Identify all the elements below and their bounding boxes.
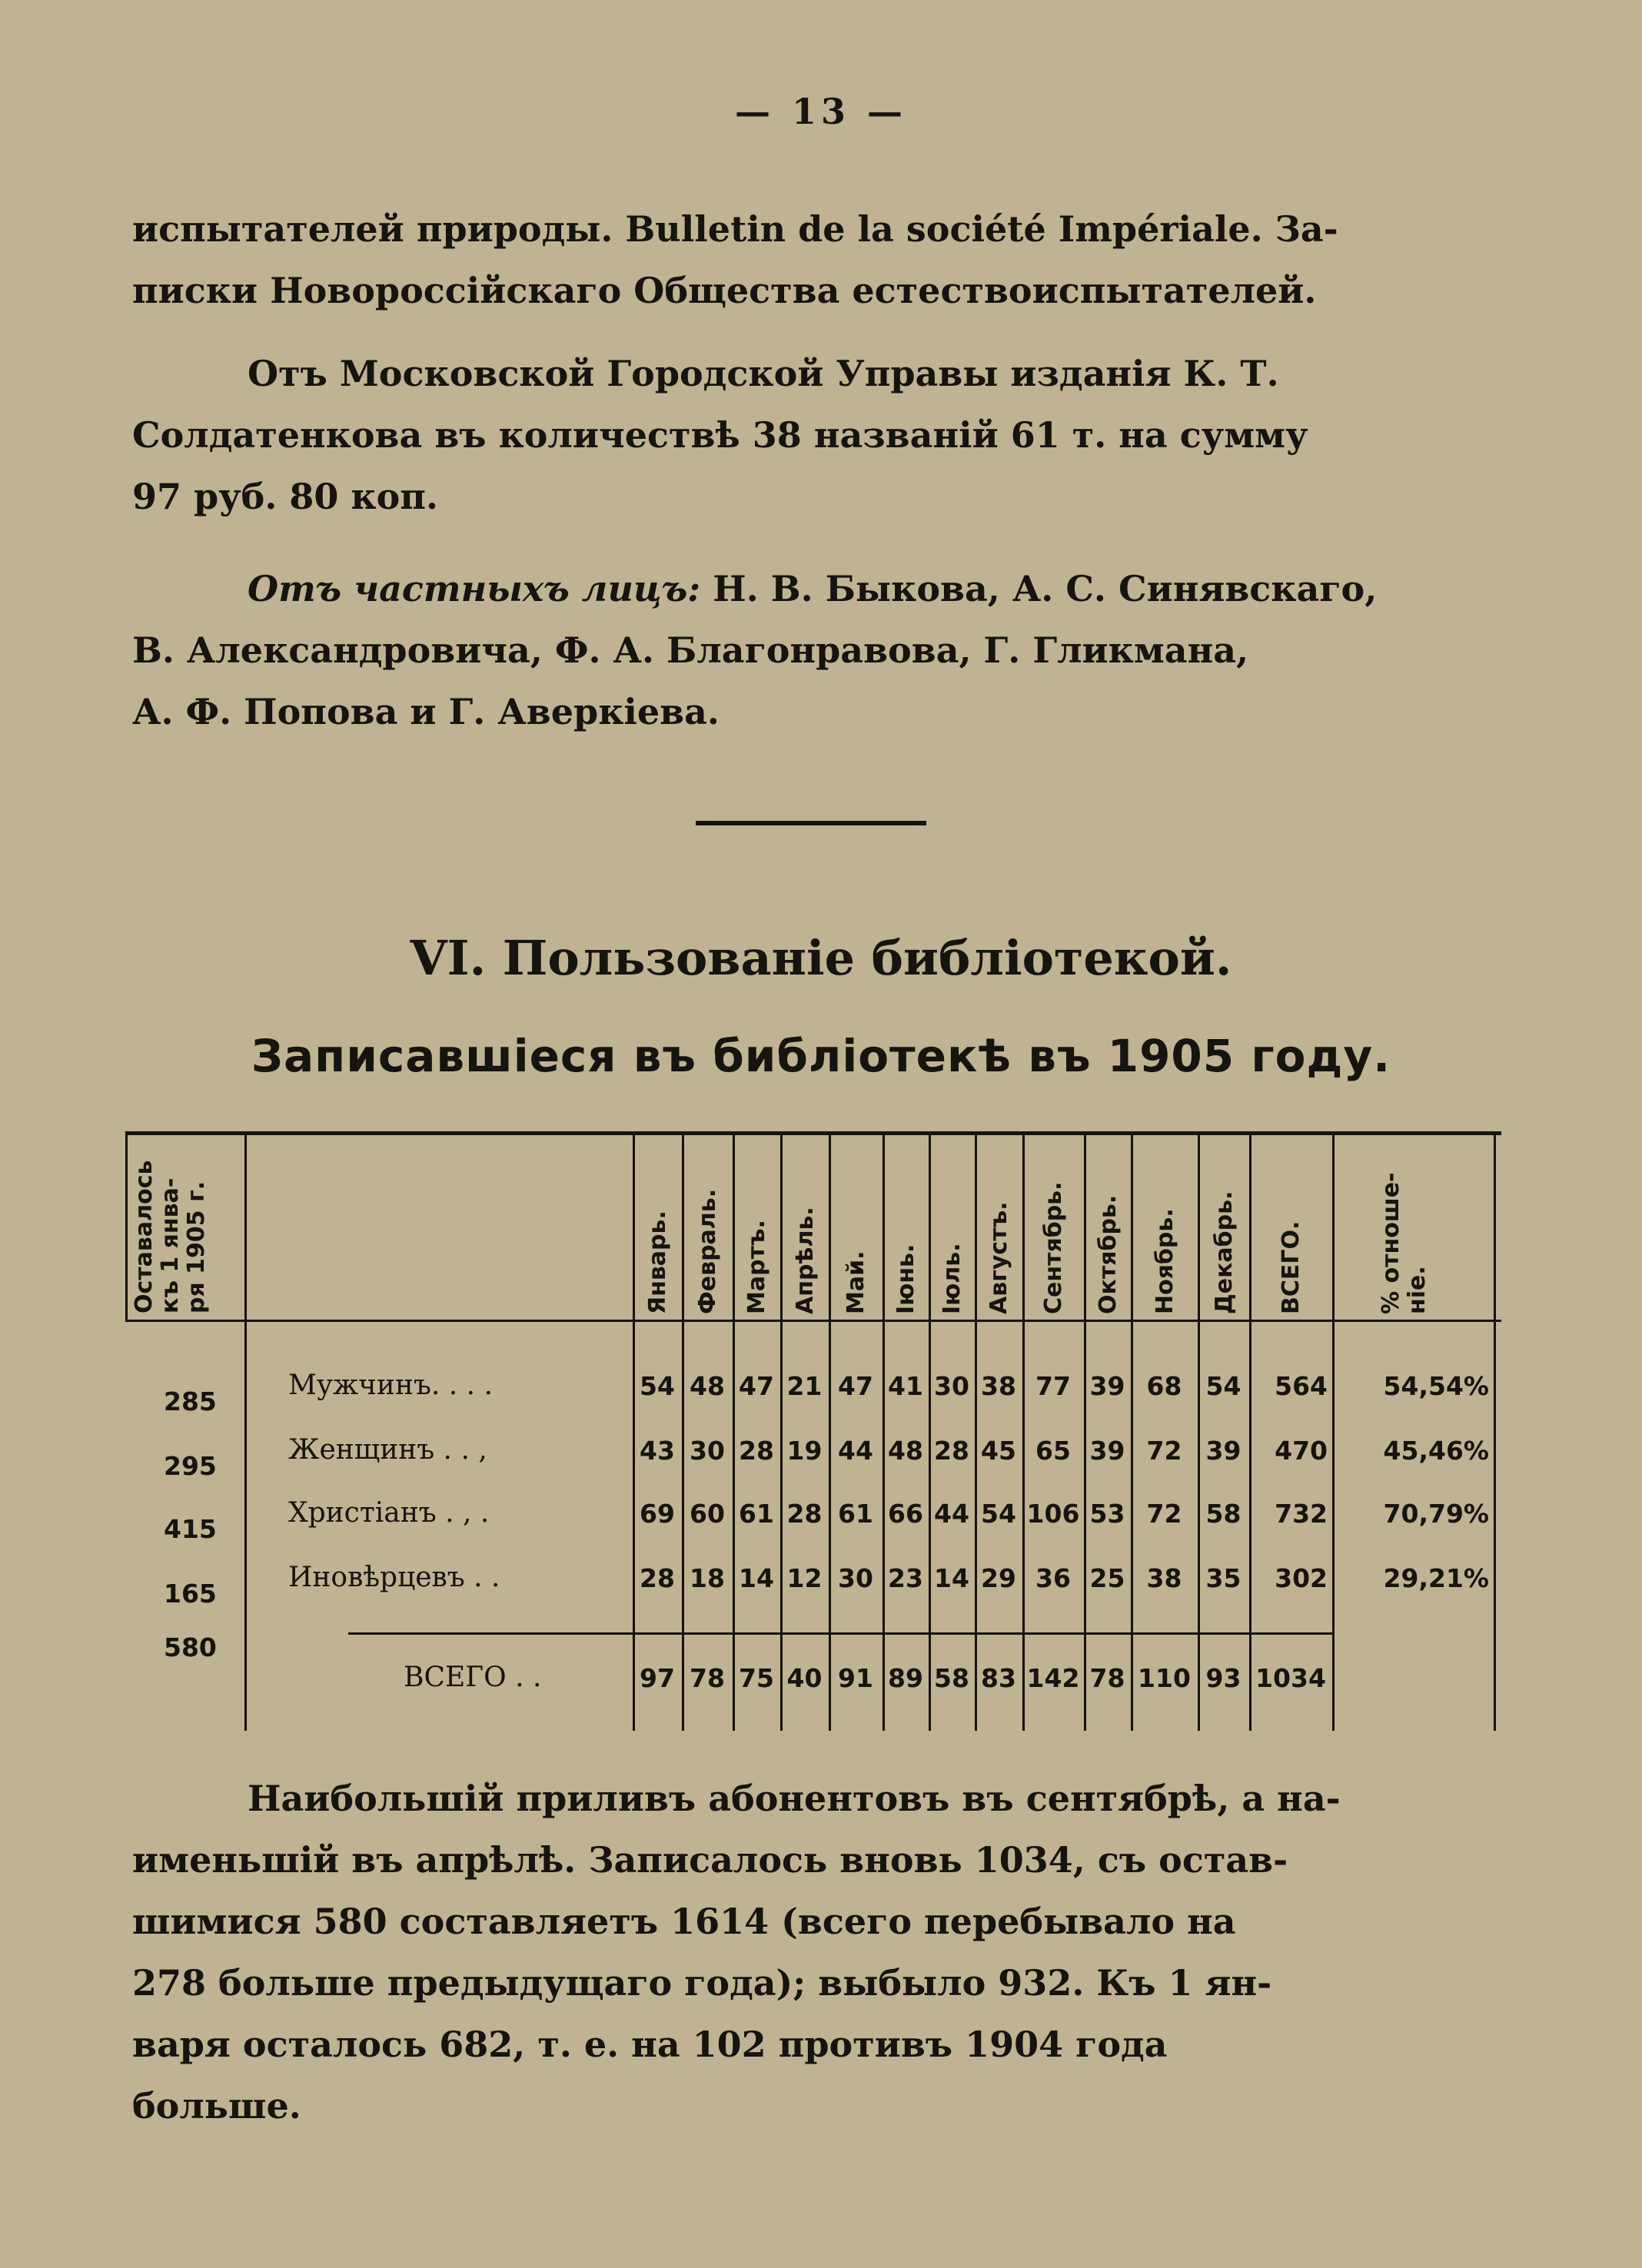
header-percent: % отноше- ніе. — [1378, 1172, 1431, 1314]
row-value: 39 — [1205, 1436, 1241, 1466]
row-value: 14 — [739, 1563, 774, 1593]
row-value: 61 — [739, 1499, 774, 1529]
text-line: А. Ф. Попова и Г. Аверкіева. — [132, 691, 720, 732]
page-number: — 13 — — [734, 91, 908, 132]
row-value: 28 — [786, 1499, 823, 1529]
row-value: 65 — [1035, 1436, 1071, 1466]
row-value: 28 — [640, 1563, 675, 1593]
row-value: 72 — [1146, 1499, 1182, 1529]
column-rule — [929, 1131, 931, 1731]
row-value: 36 — [1035, 1563, 1071, 1593]
row-value: 54 — [640, 1371, 675, 1401]
sum-value: 93 — [1205, 1663, 1241, 1693]
row-remaining: 285 — [164, 1386, 217, 1416]
row-value: 54 — [981, 1499, 1016, 1529]
column-rule — [829, 1131, 831, 1731]
row-value: 12 — [786, 1563, 823, 1593]
column-rule — [682, 1131, 684, 1731]
sum-remaining: 580 — [164, 1632, 217, 1662]
row-value: 30 — [690, 1436, 725, 1466]
row-value: 72 — [1146, 1436, 1182, 1466]
row-value: 25 — [1089, 1563, 1125, 1593]
header-month-6: Іюль. — [939, 1243, 966, 1314]
text-line: шимися 580 составляетъ 1614 (всего перебывало на — [132, 1901, 1236, 1942]
sum-value: 78 — [1089, 1663, 1125, 1693]
table-top-rule — [125, 1131, 1501, 1135]
sum-value: 142 — [1026, 1663, 1080, 1693]
sum-value: 83 — [981, 1663, 1016, 1693]
row-value: 61 — [838, 1499, 873, 1529]
row-label: Христіанъ . , . — [288, 1497, 490, 1529]
row-value: 44 — [934, 1499, 969, 1529]
row-value: 68 — [1146, 1371, 1182, 1401]
text-line: Солдатенкова въ количествѣ 38 названій 61 т. на сумму — [132, 414, 1308, 456]
row-value: 23 — [888, 1563, 923, 1593]
text-line: писки Новороссійскаго Общества естествоиспытателей. — [132, 270, 1317, 311]
row-percent: 70,79% — [1383, 1499, 1489, 1529]
row-value: 21 — [786, 1371, 823, 1401]
column-rule — [733, 1131, 735, 1731]
column-rule — [633, 1131, 635, 1731]
row-value: 48 — [888, 1436, 923, 1466]
column-rule — [125, 1131, 128, 1320]
row-value: 29 — [981, 1563, 1016, 1593]
row-value: 106 — [1026, 1499, 1080, 1529]
section-title: VI. Пользованіе библіотекой. — [410, 930, 1232, 986]
row-value: 77 — [1035, 1371, 1071, 1401]
header-remaining: Оставалось къ 1 янва- ря 1905 г. — [131, 1160, 210, 1313]
registrations-table — [125, 1131, 1501, 1731]
text-line: Отъ Московской Городской Управы изданія К. Т. — [248, 353, 1279, 394]
row-value: 44 — [838, 1436, 873, 1466]
row-total: 302 — [1275, 1563, 1328, 1593]
row-value: 47 — [838, 1371, 873, 1401]
sum-value: 89 — [888, 1663, 923, 1693]
header-month-3: Апрѣль. — [791, 1207, 819, 1314]
row-value: 53 — [1089, 1499, 1125, 1529]
table-title: Записавшіеся въ библіотекѣ въ 1905 году. — [251, 1030, 1391, 1082]
text-line: Н. В. Быкова, А. С. Синявскаго, — [700, 568, 1378, 609]
row-value: 45 — [981, 1436, 1016, 1466]
sum-value: 91 — [838, 1663, 873, 1693]
sum-value: 40 — [786, 1663, 823, 1693]
paragraph-private-donors — [132, 558, 1493, 742]
row-value: 38 — [981, 1371, 1016, 1401]
header-month-0: Январь. — [644, 1210, 671, 1314]
row-value: 14 — [934, 1563, 969, 1593]
header-month-4: Май. — [843, 1250, 869, 1314]
header-total: ВСЕГО. — [1278, 1220, 1305, 1314]
header-month-2: Мартъ. — [743, 1220, 770, 1314]
column-rule — [244, 1131, 247, 1731]
column-rule — [1084, 1131, 1086, 1731]
header-month-11: Декабрь. — [1210, 1190, 1238, 1314]
table-header-rule — [125, 1320, 1501, 1322]
row-value: 66 — [888, 1499, 923, 1529]
header-month-8: Сентябрь. — [1040, 1181, 1067, 1314]
text-line: больше. — [132, 2085, 301, 2127]
row-value: 39 — [1089, 1371, 1125, 1401]
row-label: Иновѣрцевъ . . — [288, 1562, 500, 1593]
text-line: 97 руб. 80 коп. — [132, 476, 438, 517]
row-value: 35 — [1205, 1563, 1241, 1593]
row-value: 41 — [888, 1371, 923, 1401]
row-value: 28 — [739, 1436, 774, 1466]
section-divider — [696, 821, 926, 825]
row-total: 732 — [1275, 1499, 1328, 1529]
row-value: 54 — [1205, 1371, 1241, 1401]
sum-value: 78 — [690, 1663, 725, 1693]
column-rule — [1332, 1131, 1335, 1731]
text-line: именьшій въ апрѣлѣ. Записалось вновь 1034, съ остав- — [132, 1839, 1288, 1881]
row-value: 30 — [838, 1563, 873, 1593]
text-line: В. Александровича, Ф. А. Благонравова, Г. Гликмана, — [132, 629, 1249, 671]
column-rule — [1198, 1131, 1200, 1731]
header-month-1: Февраль. — [694, 1188, 721, 1314]
row-percent: 45,46% — [1383, 1436, 1489, 1466]
row-value: 48 — [690, 1371, 725, 1401]
column-rule — [882, 1131, 885, 1731]
row-label: Мужчинъ. . . . — [288, 1370, 493, 1401]
row-total: 470 — [1275, 1436, 1328, 1466]
row-remaining: 295 — [164, 1451, 217, 1481]
sum-value: 75 — [739, 1663, 774, 1693]
sum-total: 1034 — [1255, 1663, 1326, 1693]
row-value: 19 — [786, 1436, 823, 1466]
row-value: 28 — [934, 1436, 969, 1466]
row-value: 39 — [1089, 1436, 1125, 1466]
table-sum-rule — [348, 1632, 1332, 1635]
sum-value: 97 — [640, 1663, 675, 1693]
header-month-5: Іюнь. — [892, 1244, 919, 1314]
header-month-9: Октябрь. — [1094, 1194, 1122, 1314]
row-total: 564 — [1275, 1371, 1328, 1401]
row-value: 38 — [1146, 1563, 1182, 1593]
column-rule — [1022, 1131, 1025, 1731]
row-value: 43 — [640, 1436, 675, 1466]
row-value: 58 — [1205, 1499, 1241, 1529]
sum-value: 110 — [1138, 1663, 1191, 1693]
row-percent: 54,54% — [1383, 1371, 1489, 1401]
sum-label: ВСЕГО . . — [404, 1662, 542, 1693]
text-line: испытателей природы. Bulletin de la société Impériale. За- — [132, 208, 1338, 250]
row-label: Женщинъ . . , — [288, 1434, 487, 1466]
paragraph-journals — [132, 198, 1493, 321]
header-month-10: Ноябрь. — [1151, 1208, 1178, 1314]
italic-lead: Отъ частныхъ лицъ: — [248, 568, 701, 609]
sum-value: 58 — [934, 1663, 969, 1693]
column-rule — [975, 1131, 977, 1731]
row-value: 60 — [690, 1499, 725, 1529]
row-value: 18 — [690, 1563, 725, 1593]
row-remaining: 415 — [164, 1514, 217, 1544]
row-value: 69 — [640, 1499, 675, 1529]
row-value: 30 — [934, 1371, 969, 1401]
paragraph-summary — [132, 1768, 1493, 2137]
column-rule — [1131, 1131, 1133, 1731]
row-percent: 29,21% — [1383, 1563, 1489, 1593]
text-line: 278 больше предыдущаго года); выбыло 932. Къ 1 ян- — [132, 1962, 1272, 2004]
text-line: варя осталось 682, т. е. на 102 противъ 1904 года — [132, 2024, 1168, 2065]
column-rule — [1249, 1131, 1251, 1731]
text-line: Наибольшій приливъ абонентовъ въ сентябрѣ, а на- — [248, 1778, 1341, 1819]
paragraph-moscow-council — [132, 343, 1493, 527]
row-remaining: 165 — [164, 1579, 217, 1609]
header-month-7: Августъ. — [986, 1201, 1012, 1314]
column-rule — [780, 1131, 783, 1731]
column-rule — [1494, 1131, 1496, 1731]
row-value: 47 — [739, 1371, 774, 1401]
